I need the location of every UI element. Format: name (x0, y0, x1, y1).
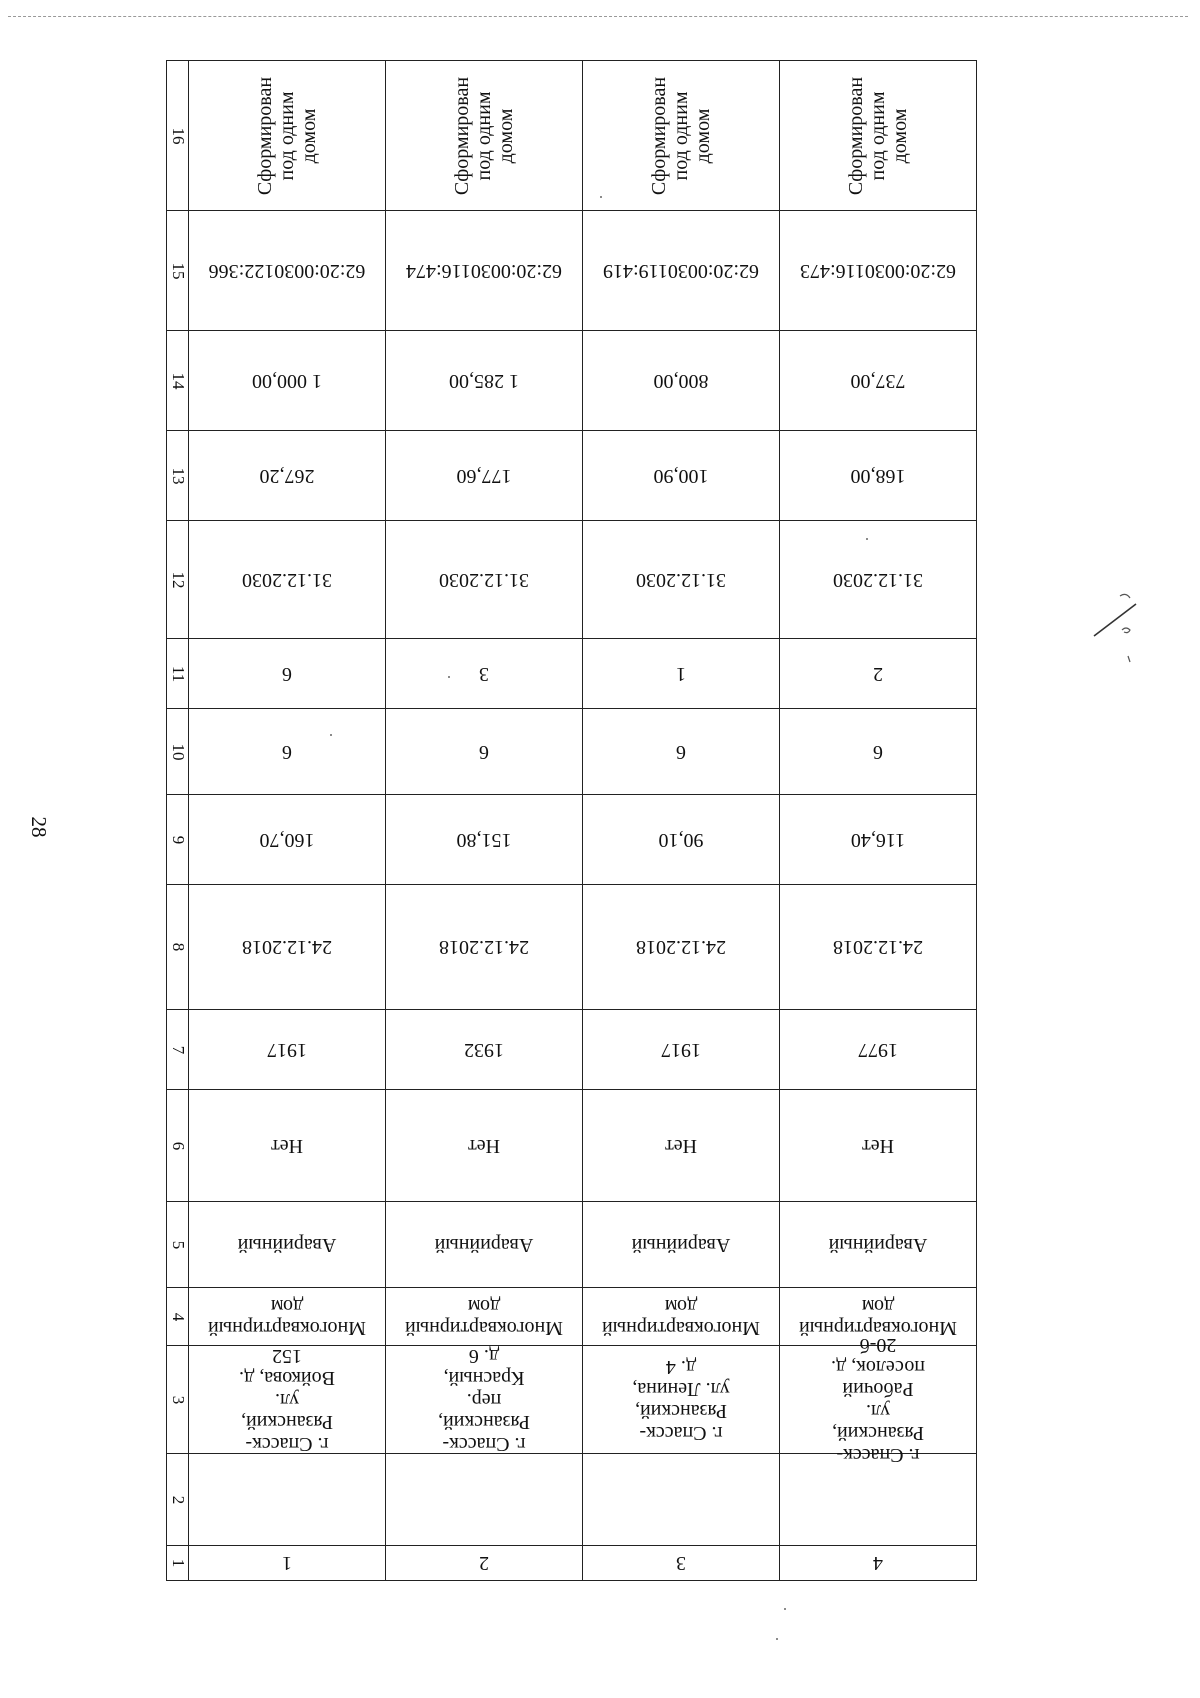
column-number: 13 (168, 467, 188, 484)
table-cell (780, 639, 977, 709)
table-cell (780, 1090, 977, 1202)
table-column-12 (167, 521, 977, 639)
table-column-1 (167, 1546, 977, 1581)
table-cell (583, 1010, 780, 1090)
column-number: 14 (168, 372, 188, 389)
cell-type: Многоквартирный дом (405, 1294, 563, 1339)
cell-num: 3 (676, 1552, 686, 1574)
table-cell (780, 211, 977, 331)
cell-date: 24.12.2018 (636, 936, 726, 958)
cell-date: 24.12.2018 (833, 936, 923, 958)
cell-area: 90,10 (658, 828, 704, 851)
table-cell (583, 1288, 780, 1346)
cell-status: Аварийный (828, 1233, 928, 1256)
table-cell (583, 211, 780, 331)
table-cell (583, 431, 780, 521)
column-number: 12 (168, 571, 188, 588)
cell-c11: 2 (873, 662, 883, 685)
scan-speck (448, 676, 450, 678)
cell-c6: Нет (270, 1134, 304, 1157)
cell-land: Сформирован под одним домом (254, 76, 320, 195)
table-cell (583, 61, 780, 211)
table-column-2 (167, 1454, 977, 1546)
cell-c10: 6 (479, 740, 489, 763)
table-cell (780, 61, 977, 211)
column-number: 7 (168, 1045, 188, 1054)
cell-deadline: 31.12.2030 (636, 568, 726, 591)
column-number: 11 (168, 665, 188, 682)
cell-deadline: 31.12.2030 (242, 568, 332, 591)
cell-cadastral: 62:20:0030116:473 (800, 259, 956, 282)
table-column-8 (167, 885, 977, 1010)
table-cell (386, 1346, 583, 1454)
table-column-11 (167, 639, 977, 709)
cell-num: 2 (479, 1552, 489, 1574)
table-cell (386, 1288, 583, 1346)
cell-area: 160,70 (259, 828, 315, 851)
table-cell (189, 795, 386, 885)
cell-land: Сформирован под одним домом (451, 76, 517, 195)
table-cell (583, 1546, 780, 1581)
table-cell (189, 1346, 386, 1454)
table-cell (583, 885, 780, 1010)
table-cell (583, 1090, 780, 1202)
column-number: 3 (168, 1395, 188, 1404)
scan-speck (784, 1608, 786, 1610)
table-cell (583, 795, 780, 885)
scan-speck (330, 734, 332, 736)
table-column-5 (167, 1202, 977, 1288)
table-cell (189, 211, 386, 331)
table-cell (583, 1202, 780, 1288)
cell-address: г. Спасск- Рязанский, ул. Войкова, д. 152 (239, 1344, 335, 1455)
cell-c11: 6 (282, 662, 292, 685)
column-number: 2 (168, 1495, 188, 1504)
table-cell (780, 795, 977, 885)
column-number: 8 (168, 942, 188, 952)
cell-year: 1977 (858, 1038, 898, 1061)
table-cell (583, 331, 780, 431)
table-cell (780, 331, 977, 431)
table-cell (386, 709, 583, 795)
table-cell (386, 1090, 583, 1202)
cell-land: Сформирован под одним домом (648, 76, 714, 195)
column-number: 1 (168, 1558, 188, 1568)
cell-num: 4 (873, 1552, 883, 1574)
table-column-9 (167, 795, 977, 885)
table-cell (780, 1454, 977, 1546)
table-cell (386, 1546, 583, 1581)
cell-type: Многоквартирный дом (799, 1294, 957, 1339)
scan-top-edge (8, 16, 1188, 17)
table-cell (189, 1010, 386, 1090)
cell-c10: 6 (873, 740, 883, 763)
cell-c14: 737,00 (850, 369, 906, 392)
table-cell (780, 1202, 977, 1288)
table-cell (189, 709, 386, 795)
table-cell (189, 431, 386, 521)
table-cell (780, 431, 977, 521)
table-cell (386, 795, 583, 885)
table-cell (189, 521, 386, 639)
cell-num: 1 (282, 1552, 292, 1574)
table-cell (780, 1333, 977, 1466)
cell-c11: 1 (676, 662, 686, 685)
cell-status: Аварийный (631, 1233, 731, 1256)
cell-address: г. Спасск- Рязанский, ул. Ленина, д. 4 (632, 1355, 730, 1444)
cell-c10: 6 (282, 740, 292, 763)
table-cell (780, 709, 977, 795)
cell-status: Аварийный (434, 1233, 534, 1256)
cell-c6: Нет (664, 1134, 698, 1157)
cell-area: 116,40 (850, 828, 906, 851)
table-cell (386, 521, 583, 639)
table-cell (386, 431, 583, 521)
cell-type: Многоквартирный дом (208, 1294, 366, 1339)
column-number: 10 (168, 743, 188, 760)
table-cell (583, 1454, 780, 1546)
cell-c6: Нет (861, 1134, 895, 1157)
table-cell (189, 1454, 386, 1546)
page-number: 28 (27, 816, 51, 838)
table-column-7 (167, 1010, 977, 1090)
table-column-16 (167, 61, 977, 211)
table-cell (189, 1202, 386, 1288)
cell-address: г. Спасск- Рязанский, ул. Рабочий поселок, д. 20-б (830, 1333, 926, 1466)
cell-deadline: 31.12.2030 (439, 568, 529, 591)
cell-year: 1917 (661, 1038, 701, 1061)
cell-deadline: 31.12.2030 (833, 568, 923, 591)
table-cell (386, 1010, 583, 1090)
table-cell (386, 885, 583, 1010)
cell-year: 1917 (267, 1038, 307, 1061)
table-column-3 (167, 1346, 977, 1454)
table-column-6 (167, 1090, 977, 1202)
cell-area: 151,80 (456, 828, 512, 851)
table-cell (583, 709, 780, 795)
table-cell (386, 639, 583, 709)
table-column-15 (167, 211, 977, 331)
table-cell (189, 1090, 386, 1202)
cell-c14: 1 000,00 (252, 369, 322, 392)
table-cell (189, 639, 386, 709)
scan-speck (776, 1638, 778, 1640)
handwritten-mark (1090, 586, 1144, 670)
cell-c13: 168,00 (850, 464, 906, 487)
scan-speck (600, 196, 602, 198)
cell-c13: 267,20 (259, 464, 315, 487)
table-cell (583, 521, 780, 639)
column-number: 15 (168, 262, 188, 279)
table-cell (583, 1346, 780, 1454)
housing-table (166, 60, 976, 1574)
cell-c14: 1 285,00 (449, 369, 519, 392)
table-cell (780, 885, 977, 1010)
cell-c6: Нет (467, 1134, 501, 1157)
cell-date: 24.12.2018 (242, 936, 332, 958)
table-cell (386, 61, 583, 211)
table-cell (780, 521, 977, 639)
table-cell (386, 211, 583, 331)
table-cell (386, 1454, 583, 1546)
cell-cadastral: 62:20:0030122:366 (208, 259, 366, 282)
scan-speck (866, 538, 868, 540)
column-number: 16 (168, 127, 188, 144)
cell-cadastral: 62:20:0030116:474 (406, 259, 562, 282)
cell-c14: 800,00 (653, 369, 709, 392)
table-cell (189, 1546, 386, 1581)
column-number: 6 (168, 1141, 188, 1150)
cell-address: г. Спасск- Рязанский, пер. Красный, д. 6 (437, 1344, 531, 1455)
cell-c13: 100,90 (653, 464, 709, 487)
table-cell (189, 331, 386, 431)
column-number: 4 (168, 1312, 188, 1321)
table-cell (780, 1546, 977, 1581)
column-number: 9 (168, 835, 188, 844)
table-cell (189, 1288, 386, 1346)
table-cell (189, 61, 386, 211)
cell-c11: 3 (479, 662, 489, 685)
column-number: 5 (168, 1240, 188, 1249)
cell-c10: 6 (676, 740, 686, 763)
cell-type: Многоквартирный дом (602, 1294, 760, 1339)
cell-land: Сформирован под одним домом (845, 76, 911, 195)
cell-year: 1932 (464, 1038, 504, 1061)
cell-cadastral: 62:20:0030119:419 (603, 259, 759, 282)
cell-date: 24.12.2018 (439, 936, 529, 958)
cell-c13: 177,60 (456, 464, 512, 487)
table-column-13 (167, 431, 977, 521)
table-column-14 (167, 331, 977, 431)
table-cell (780, 1010, 977, 1090)
table-cell (189, 885, 386, 1010)
table-cell (386, 331, 583, 431)
table-cell (386, 1202, 583, 1288)
table-cell (583, 639, 780, 709)
table-column-10 (167, 709, 977, 795)
cell-status: Аварийный (237, 1233, 337, 1256)
